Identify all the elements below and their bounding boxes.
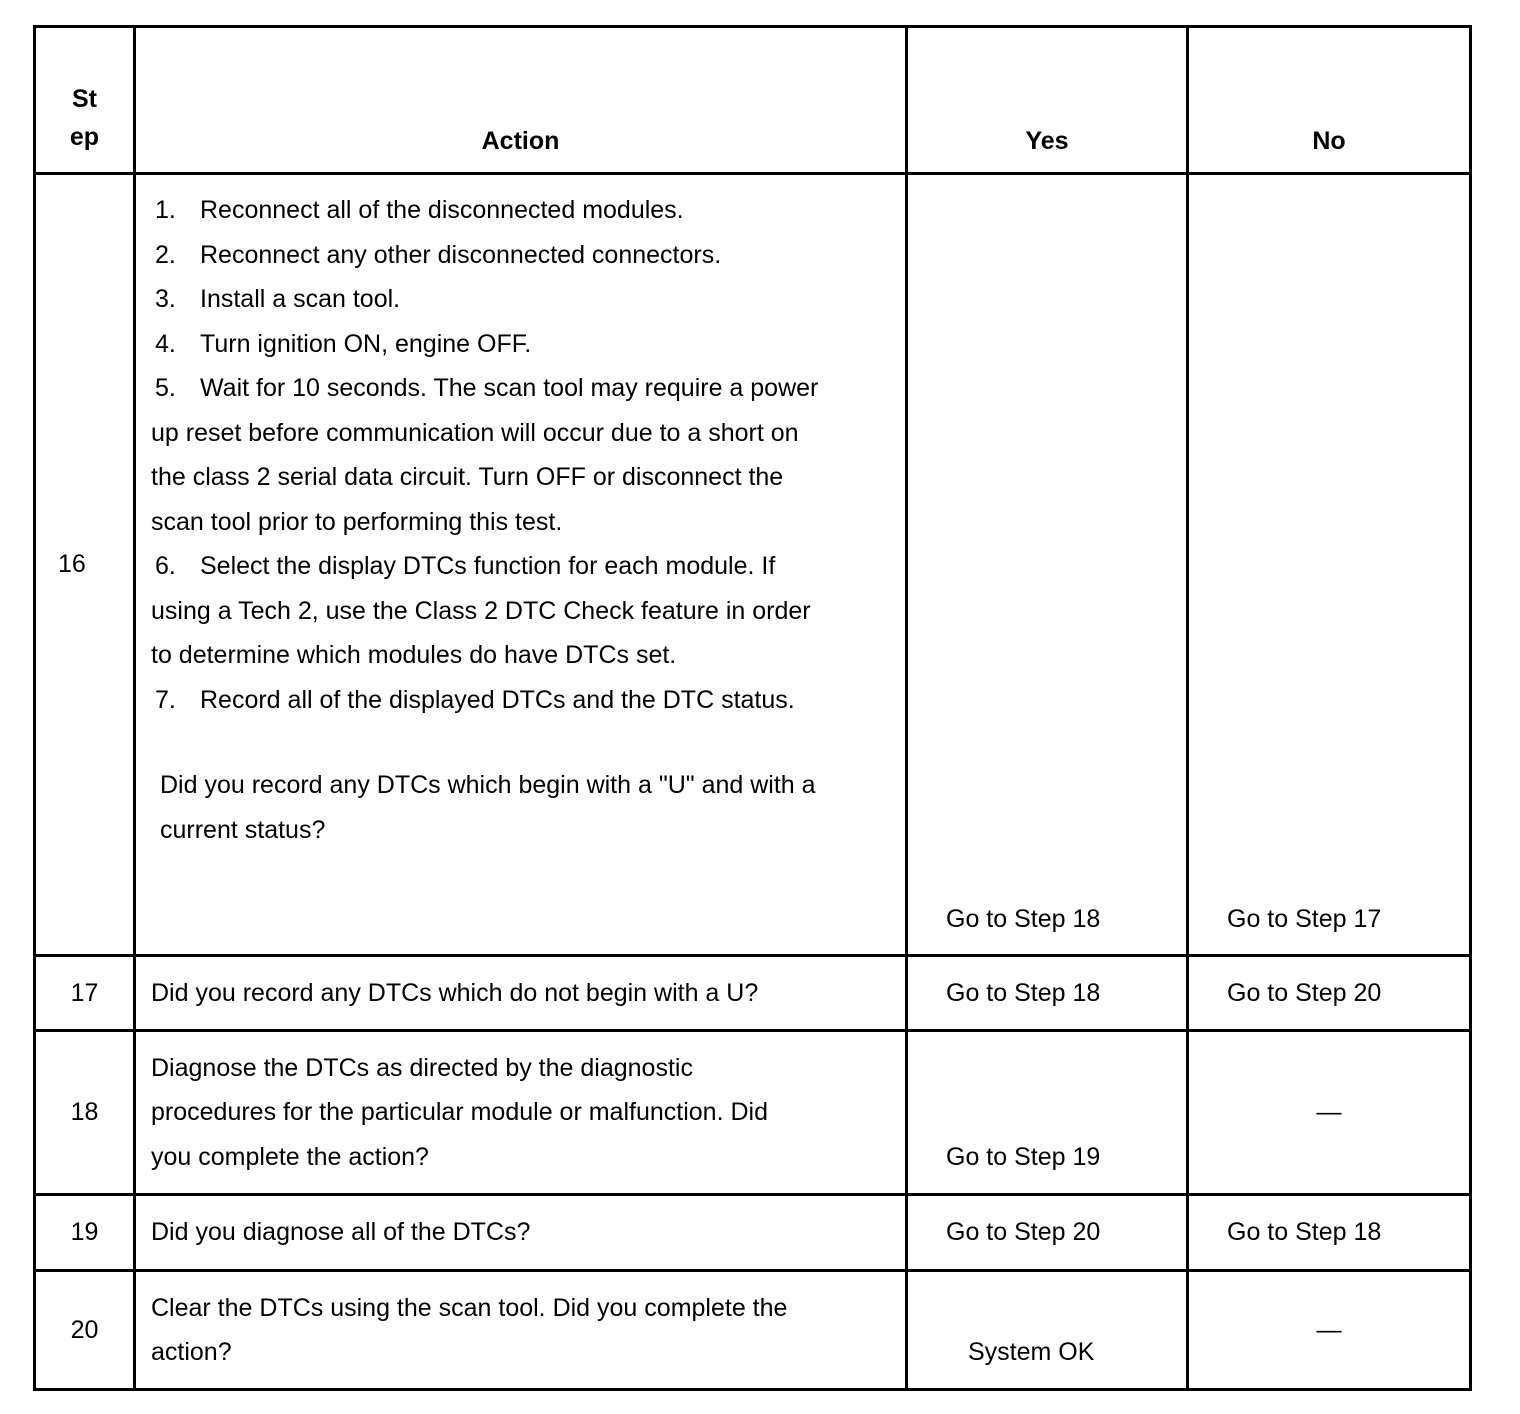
header-yes: Yes <box>907 27 1188 174</box>
list-item: 2. Reconnect any other disconnected connectors. <box>155 240 722 269</box>
header-step <box>35 27 135 174</box>
table-row-step-19 <box>35 1195 1471 1271</box>
yes-cell: Go to Step 18 <box>907 174 1188 956</box>
list-item: 7. Record all of the displayed DTCs and the DTC status. <box>155 685 795 714</box>
table-row-step-17 <box>35 956 1471 1031</box>
yes-cell: Go to Step 20 <box>907 1195 1188 1271</box>
list-item: 3. Install a scan tool. <box>155 285 401 313</box>
step-number: 16 <box>35 174 135 956</box>
step-number: 17 <box>35 956 135 1031</box>
no-cell: Go to Step 17 <box>1188 174 1471 956</box>
no-cell: Go to Step 20 <box>1188 956 1471 1031</box>
yes-cell: Go to Step 19 <box>907 1031 1188 1195</box>
list-item: 5. Wait for 10 seconds. The scan tool may require a power up reset before communication will occur due to a short on the class 2 serial data circuit. Turn OFF or disconnect the scan tool prior to performing this test. <box>151 374 819 536</box>
table-row-step-18 <box>35 1031 1471 1195</box>
action-cell <box>135 174 907 956</box>
header-row <box>35 27 1471 174</box>
action-cell: Did you record any DTCs which do not begin with a U? <box>135 956 907 1031</box>
header-step-line2: ep <box>69 123 100 151</box>
no-cell: Go to Step 18 <box>1188 1195 1471 1271</box>
action-cell: Did you diagnose all of the DTCs? <box>135 1195 907 1271</box>
no-cell: — <box>1188 1031 1471 1195</box>
list-item: 4. Turn ignition ON, engine OFF. <box>155 329 532 358</box>
yes-cell: Go to Step 18 <box>907 956 1188 1031</box>
list-item: 1. Reconnect all of the disconnected modules. <box>155 196 684 224</box>
question-text: Did you record any DTCs which begin with a "U" and with a current status? <box>160 771 816 844</box>
list-item: 6. Select the display DTCs function for each module. If using a Tech 2, use the Class 2 DTC Check feature in order to determine which modules do have DTCs set. <box>151 552 811 669</box>
no-cell: — <box>1188 1271 1471 1390</box>
diagnostic-table <box>33 25 1472 1391</box>
table-row-step-16 <box>35 174 1471 956</box>
action-cell: Clear the DTCs using the scan tool. Did you complete the action? <box>135 1271 907 1390</box>
header-action: Action <box>135 27 907 174</box>
yes-cell: System OK <box>907 1271 1188 1390</box>
table-row-step-20 <box>35 1271 1471 1390</box>
header-step-line1: St <box>72 85 97 113</box>
step-number: 18 <box>35 1031 135 1195</box>
step-number: 19 <box>35 1195 135 1271</box>
action-cell: Diagnose the DTCs as directed by the diagnostic procedures for the particular module or malfunction. Did you complete the action? <box>135 1031 907 1195</box>
step-number: 20 <box>35 1271 135 1390</box>
header-no: No <box>1188 27 1471 174</box>
